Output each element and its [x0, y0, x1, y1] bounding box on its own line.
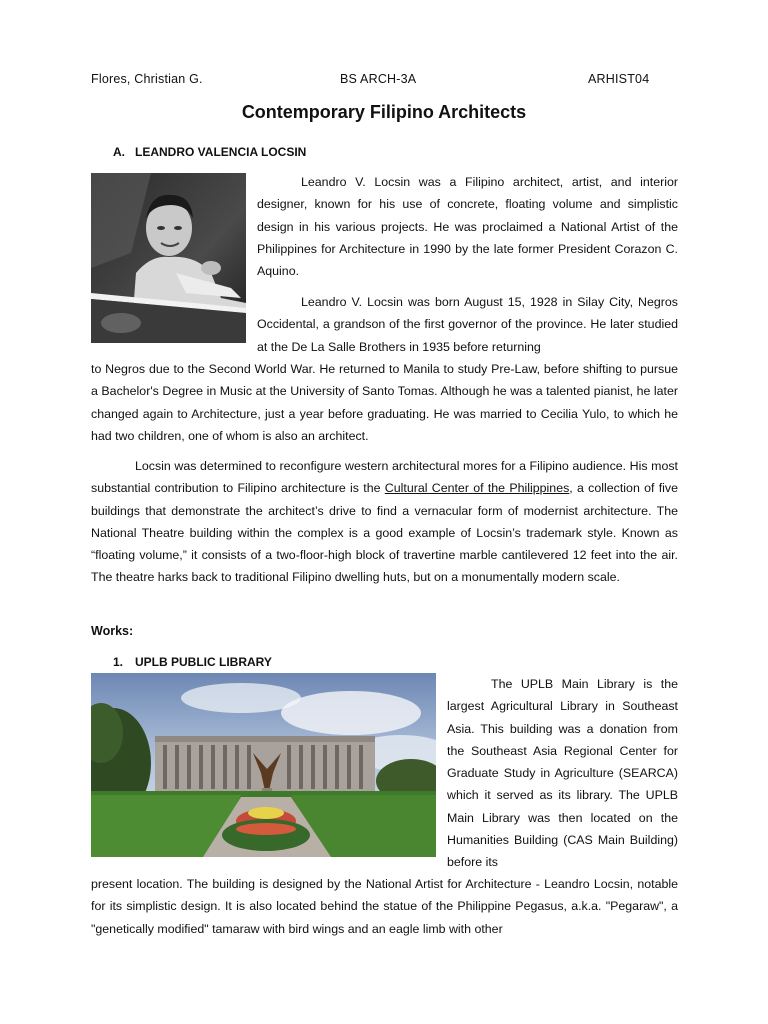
locsin-paragraph-2a: Leandro V. Locsin was born August 15, 1928 in Silay City, Negros Occidental, a grandson of the first governor of the province. He later studied at the De La Salle Brothers in 1935 before returning — [257, 295, 678, 354]
uplb-library-photo — [91, 673, 436, 857]
locsin-paragraph-2b: to Negros due to the Second World War. He returned to Manila to study Pre-Law, before shifting to pursue a Bachelor's Degree in Music at the University of Santo Tomas. Although he was a talented pianist, he later changed again to Architecture, just a year before graduating. He was married to Cecilia Yulo, to which he had two children, one of whom is also an architect. — [91, 362, 678, 443]
locsin-paragraph-1: Leandro V. Locsin was a Filipino architect, artist, and interior designer, known for his use of concrete, floating volume and simplistic design in his various projects. He was proclaimed a National Artist of the Philippines for Architecture in 1990 by the late former President Corazon C. Aquino. — [257, 175, 678, 279]
subject-code: ARHIST04 — [588, 72, 650, 86]
paragraph-3-text-start: Locsin was determined to reconfigure western architectural mores for a Filipino audience. His most substantial contribution to Filipino architecture is the — [91, 459, 678, 496]
work-1-heading — [113, 655, 272, 669]
section-a-marker: A. — [113, 145, 125, 159]
locsin-portrait-photo — [91, 173, 246, 343]
works-label: Works: — [91, 624, 134, 638]
work-1-marker: 1. — [113, 655, 124, 669]
work-1-title: UPLB PUBLIC LIBRARY — [135, 655, 272, 669]
paragraph-3-text-end: , a collection of five buildings that demonstrate the architect’s drive to find a vernacular form of modernist architecture. The National Theatre building within the complex is a good example of Locsin’s trademark style. Known as “floating volume,” it consists of a two-floor-high block of travertine marble cantilevered 12 feet into the air. The theatre harks back to traditional Filipino dwelling huts, but on a monumentally modern scale. — [91, 481, 679, 585]
uplb-paragraph-wrap: The UPLB Main Library is the largest Agricultural Library in Southeast Asia. This building was a donation from the Southeast Asia Regional Center for Graduate Study in Agriculture (SEARCA) which it served as its library. The UPLB Main Library was then located on the Humanities Building (CAS Main Building) before its — [447, 677, 678, 870]
locsin-paragraph-3 — [91, 455, 678, 589]
document-title: Contemporary Filipino Architects — [241, 102, 527, 122]
author-name: Flores, Christian G. — [91, 72, 203, 86]
uplb-paragraph-full: present location. The building is designed by the National Artist for Architecture - Leandro Locsin, notable for its simplistic design. It is also located behind the statue of the Philippine Pegasus, a.k.a. "Pegaraw", a "genetically modified" tamaraw with bird wings and an eagle limb with other — [91, 877, 678, 936]
section-a-heading — [113, 145, 306, 159]
course-label: BS ARCH-3A — [340, 72, 417, 86]
section-a-title: LEANDRO VALENCIA LOCSIN — [135, 145, 307, 159]
cultural-center-link[interactable]: Cultural Center of the Philippines — [384, 481, 570, 496]
